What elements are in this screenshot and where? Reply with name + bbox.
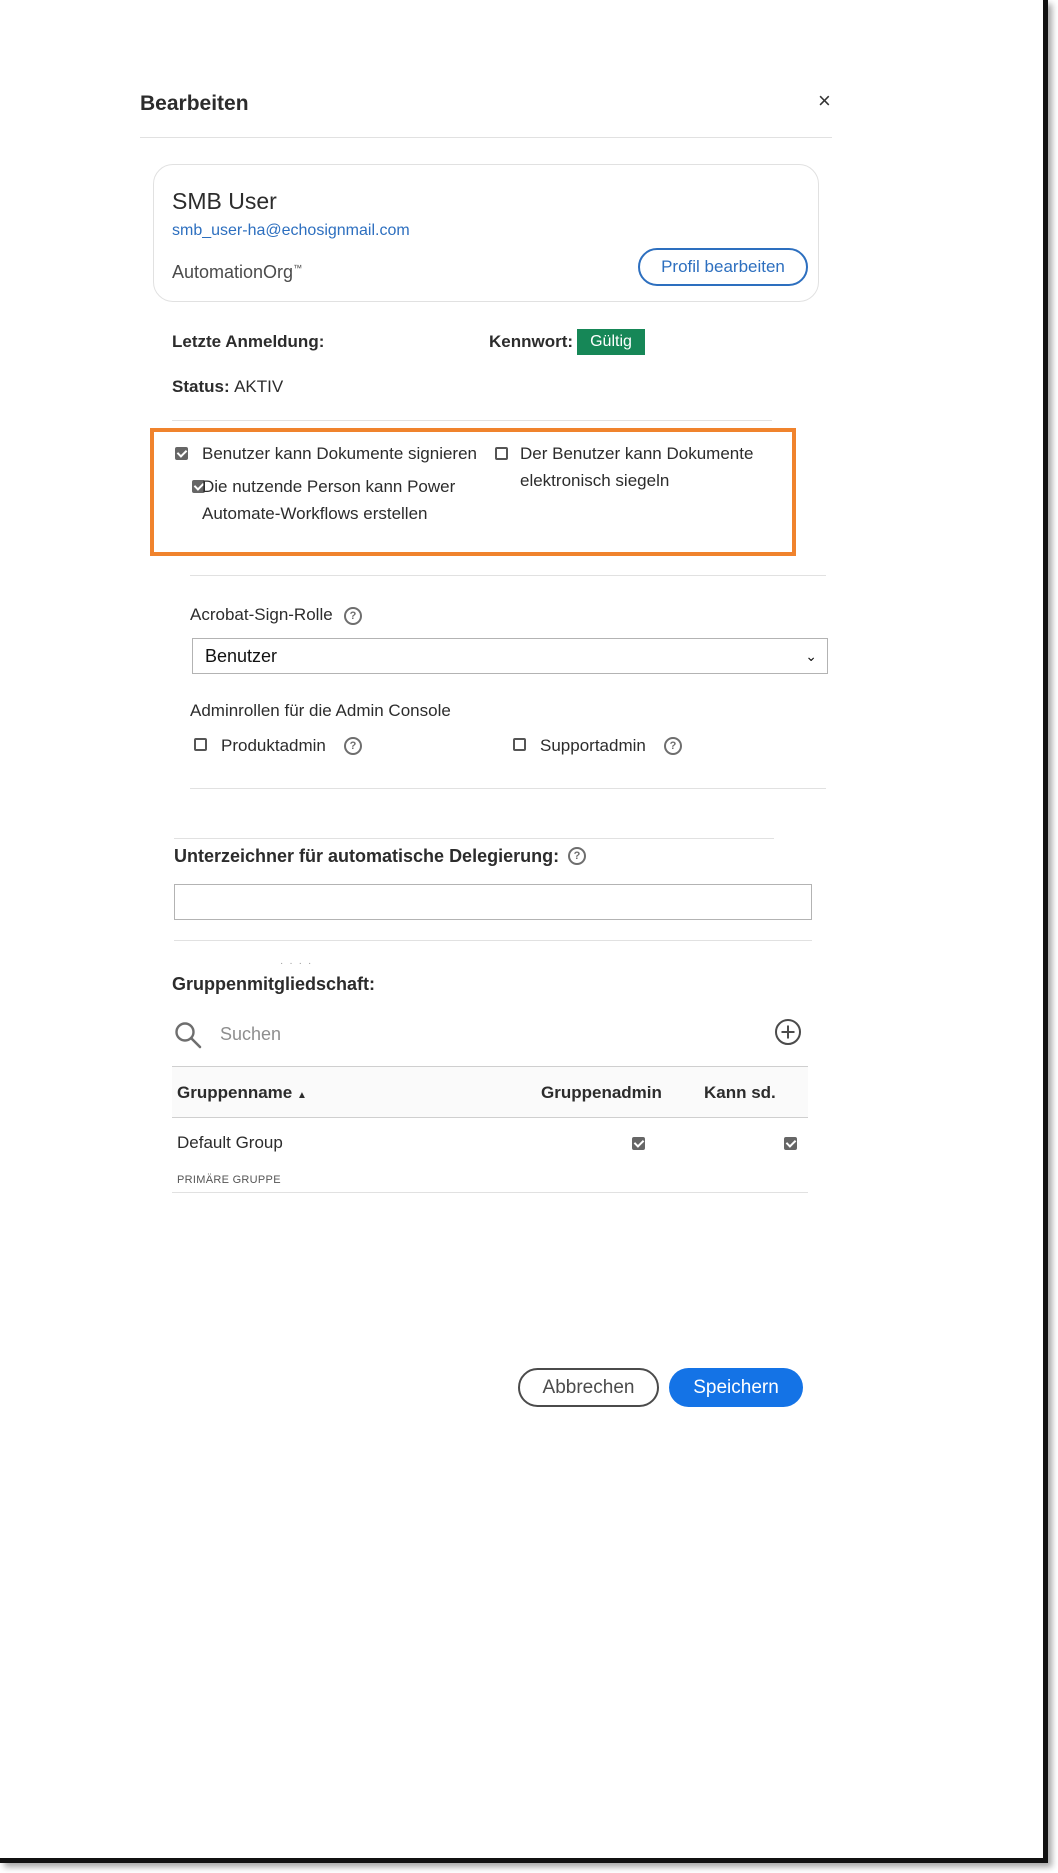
- status-row: [172, 377, 283, 397]
- power-automate-label: [202, 473, 455, 527]
- close-icon[interactable]: ×: [818, 88, 831, 113]
- table-header-border: [172, 1117, 808, 1118]
- org-trademark: ™: [293, 263, 303, 273]
- sign-permission-label: Benutzer kann Dokumente signieren: [202, 444, 477, 463]
- primary-group-tag: PRIMÄRE GRUPPE: [177, 1174, 281, 1186]
- group-admin-checkbox[interactable]: [632, 1137, 645, 1150]
- power-automate-label-line1: Die nutzende Person kann Power: [202, 477, 456, 496]
- status-label: Status:: [172, 377, 230, 396]
- delegation-divider: [174, 940, 812, 941]
- table-row-border: [172, 1192, 808, 1193]
- search-icon[interactable]: [174, 1021, 202, 1049]
- group-name-cell: Default Group: [177, 1133, 283, 1152]
- delegation-label: Unterzeichner für automatische Delegierung:: [174, 846, 560, 866]
- info-divider: [172, 420, 772, 421]
- sign-checkbox[interactable]: [175, 447, 188, 460]
- support-admin-checkbox[interactable]: [513, 738, 526, 751]
- seal-checkbox[interactable]: [495, 447, 508, 460]
- column-header-group-name-text: Gruppenname: [177, 1083, 293, 1102]
- user-name: SMB User: [172, 188, 277, 214]
- password-status-badge: Gültig: [577, 329, 645, 355]
- column-header-group-admin: Gruppenadmin: [541, 1083, 662, 1102]
- support-admin-help-icon[interactable]: ?: [664, 737, 682, 755]
- password-label: Kennwort:: [489, 332, 574, 351]
- add-group-icon[interactable]: [774, 1018, 802, 1046]
- delegation-input[interactable]: [174, 884, 812, 920]
- column-header-can-sign: Kann sd.: [704, 1083, 776, 1102]
- group-search-input[interactable]: Suchen: [220, 1024, 282, 1044]
- seal-label-line2: elektronisch siegeln: [520, 471, 670, 490]
- user-email-link[interactable]: smb_user-ha@echosignmail.com: [172, 222, 410, 239]
- org-name-text: AutomationOrg: [172, 262, 294, 282]
- status-value: AKTIV: [234, 377, 284, 396]
- group-membership-label: Gruppenmitgliedschaft:: [172, 974, 376, 994]
- last-login-label: Letzte Anmeldung:: [172, 332, 325, 351]
- power-automate-label-line2: Automate-Workflows erstellen: [202, 504, 428, 523]
- product-admin-label: Produktadmin: [221, 736, 326, 755]
- can-sign-checkbox[interactable]: [784, 1137, 797, 1150]
- roles-divider: [190, 788, 826, 789]
- support-admin-label: Supportadmin: [540, 736, 646, 755]
- seal-permission-label: [520, 440, 753, 494]
- chevron-down-icon: ⌄: [805, 648, 817, 664]
- permissions-divider: [190, 575, 826, 576]
- sign-role-selected-value: Benutzer: [205, 646, 278, 666]
- sign-role-select[interactable]: [192, 638, 828, 674]
- cancel-button[interactable]: Abbrechen: [518, 1368, 659, 1407]
- delegation-top-divider: [174, 838, 774, 839]
- sort-ascending-icon: ▲: [296, 1090, 307, 1101]
- sign-role-label: Acrobat-Sign-Rolle: [190, 605, 333, 624]
- dialog-title: Bearbeiten: [140, 92, 249, 115]
- header-divider: [140, 137, 832, 138]
- admin-roles-label: Adminrollen für die Admin Console: [190, 701, 451, 720]
- sign-role-help-icon[interactable]: ?: [344, 607, 362, 625]
- edit-profile-button[interactable]: Profil bearbeiten: [638, 248, 808, 286]
- save-button[interactable]: Speichern: [669, 1368, 803, 1407]
- product-admin-help-icon[interactable]: ?: [344, 737, 362, 755]
- separator-dots: ····: [280, 958, 318, 969]
- seal-label-line1: Der Benutzer kann Dokumente: [520, 444, 754, 463]
- column-header-group-name[interactable]: [177, 1083, 307, 1103]
- org-name: [172, 262, 302, 283]
- product-admin-checkbox[interactable]: [194, 738, 207, 751]
- delegation-help-icon[interactable]: ?: [568, 847, 586, 865]
